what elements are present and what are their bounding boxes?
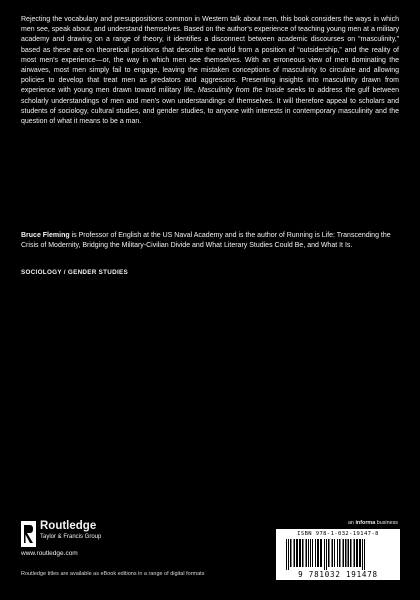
- barcode-bar: [328, 539, 330, 567]
- barcode-bar: [312, 539, 313, 567]
- subject-category: SOCIOLOGY / GENDER STUDIES: [21, 269, 129, 276]
- isbn-label: ISBN 978-1-032-19147-8: [297, 531, 379, 537]
- barcode-bar: [286, 539, 287, 570]
- isbn-digits: 9 781032 191478: [298, 570, 378, 579]
- barcode-bar: [296, 539, 298, 567]
- barcode-bar: [324, 539, 325, 570]
- isbn-barcode: [276, 529, 400, 580]
- barcode-bar: [356, 539, 358, 567]
- barcode-bar: [343, 539, 345, 567]
- barcode-bar: [320, 539, 322, 567]
- barcode-bar: [348, 539, 350, 567]
- author-bio: [21, 231, 399, 251]
- barcode-bar: [337, 539, 338, 567]
- description-text-2: seeks to address the gulf between scholarly understandings of men and men’s own understandings of themselves. It will therefore appeal to scholars and students of sociology, cultural studies, and gender studies, to anyone with interests in contemporary masculinity and the question of what it means to be a man.: [21, 87, 399, 126]
- business-prefix: an: [347, 520, 356, 526]
- ebook-note: Routledge titles are available as eBook editions in a range of digital formats: [21, 571, 205, 577]
- barcode-bar: [350, 539, 352, 567]
- barcode-bar: [315, 539, 316, 567]
- barcode-bar: [306, 539, 308, 567]
- barcode-bar: [334, 539, 335, 567]
- barcode-bar: [359, 539, 361, 567]
- barcode-bar: [290, 539, 292, 567]
- barcode-bar: [308, 539, 309, 567]
- barcode-bar: [362, 539, 363, 570]
- barcode-bar: [345, 539, 347, 567]
- routledge-logo-icon: [21, 521, 36, 547]
- publisher-url: www.routledge.com: [21, 550, 78, 557]
- barcode-bar: [288, 539, 289, 570]
- barcode-bar: [299, 539, 301, 567]
- barcode-bar: [332, 539, 334, 567]
- barcode-bar: [302, 539, 304, 567]
- barcode-bar: [294, 539, 296, 567]
- barcode-bar: [310, 539, 311, 567]
- author-bio-text: is Professor of English at the US Naval Academy and is the author of Running is Life: Transcending the Crisis of Modernity, Bridging the Military-Civilian Divide and What Literary Studies Could Be, and What It Is.: [21, 232, 391, 250]
- barcode-bar: [354, 539, 356, 567]
- barcode-bar: [317, 539, 319, 567]
- barcode-bar: [339, 539, 341, 567]
- informa-business-label: [348, 520, 398, 526]
- barcode-bars: [284, 539, 392, 570]
- business-suffix: business: [375, 520, 398, 526]
- business-brand: informa: [355, 520, 376, 526]
- book-title-italic: Masculinity from the Inside: [197, 87, 285, 95]
- barcode-bar: [326, 539, 327, 570]
- description-paragraph: [21, 15, 399, 127]
- author-name: Bruce Fleming: [21, 232, 70, 239]
- publisher-logo: [21, 520, 161, 556]
- publisher-group: Taylor & Francis Group: [40, 534, 102, 540]
- publisher-name: Routledge: [40, 520, 97, 532]
- description-text-1: Rejecting the vocabulary and presuppositions common in Western talk about men, this book considers the ways in which men see, speak about, and understand themselves. Based on the author’s experience of teaching young men at a military academy and drawing on a range of theory, it identifies a disconnect between academic discourses on “masculinity,” based as these are on theoretical positions that describe the world from a position of “outsidership,” and the reality of most men’s experience—or, the way in which men see themselves. With an erroneous view of men dominating the airwaves, most men simply fail to engage, leaving the mistaken conceptions of masculinity to circulate and allowing policies to develop that treat men as predators and aggressors. Presenting insights into masculinity drawn from experience with young men drawn toward military life,: [21, 16, 399, 95]
- barcode-bar: [364, 539, 365, 570]
